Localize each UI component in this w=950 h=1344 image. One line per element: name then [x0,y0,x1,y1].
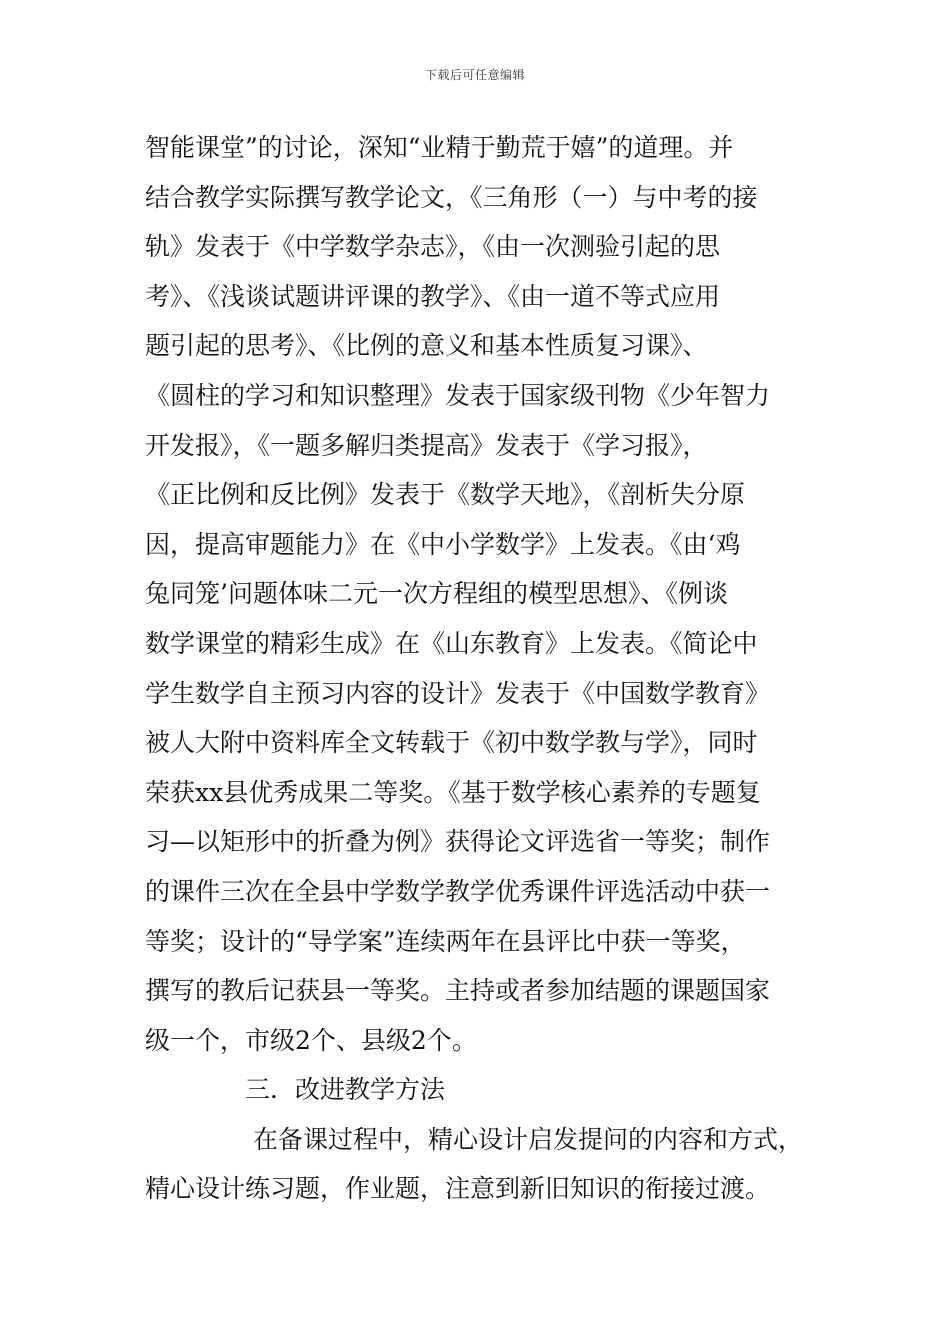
paragraph-line: 精心设计练习题，作业题，注意到新旧知识的衔接过渡。 [145,1174,771,1204]
body-line: 题引起的思考》、《比例的意义和基本性质复习课》、 [145,331,708,361]
body-line: 被人大附中资料库全文转载于《初中数学教与学》，同时 [145,728,758,758]
section-heading: 三．改进教学方法 [245,1075,446,1105]
body-line: 兔同笼’问题体味二元一次方程组的模型思想》、《例谈 [145,579,728,609]
body-line: 考》、《浅谈试题讲评课的教学》、《由一道不等式应用 [145,281,721,311]
paragraph-line: 在备课过程中，精心设计启发提问的内容和方式， [253,1124,804,1154]
body-line: 智能课堂”的讨论，深知“业精于勤荒于嬉”的道理。并 [145,133,734,162]
body-line: 荣获xx县优秀成果二等奖。《基于数学核心素养的专题复 [145,777,761,807]
body-line: 因，提高审题能力》在《中小学数学》上发表。《由‘鸡 [145,529,741,559]
document-body [145,130,810,1221]
header-note: 下载后可任意编辑 [424,68,525,82]
body-line: 级一个，市级2个、县级2个。 [145,1025,477,1055]
body-line: 数学课堂的精彩生成》在《山东教育》上发表。《简论中 [145,628,758,658]
body-line: 学生数学自主预习内容的设计》发表于《中国数学教育》 [145,678,771,708]
body-line: 《圆柱的学习和知识整理》发表于国家级刊物《少年智力 [145,380,771,410]
body-line: 开发报》，《一题多解归类提高》发表于《学习报》， [145,430,708,460]
body-line: 习—以矩形中的折叠为例》获得论文评选省一等奖；制作 [145,827,771,857]
body-line: 的课件三次在全县中学数学教学优秀课件评选活动中获一 [145,876,771,906]
body-line: 《正比例和反比例》发表于《数学天地》，《剖析失分原 [145,480,746,510]
body-line: 轨》发表于《中学数学杂志》，《由一次测验引起的思 [145,232,721,262]
body-line: 等奖；设计的“导学案”连续两年在县评比中获一等奖， [145,926,746,956]
body-line: 撰写的教后记获县一等奖。主持或者参加结题的课题国家 [145,976,771,1006]
body-line: 结合教学实际撰写教学论文，《三角形（一）与中考的接 [145,182,758,212]
